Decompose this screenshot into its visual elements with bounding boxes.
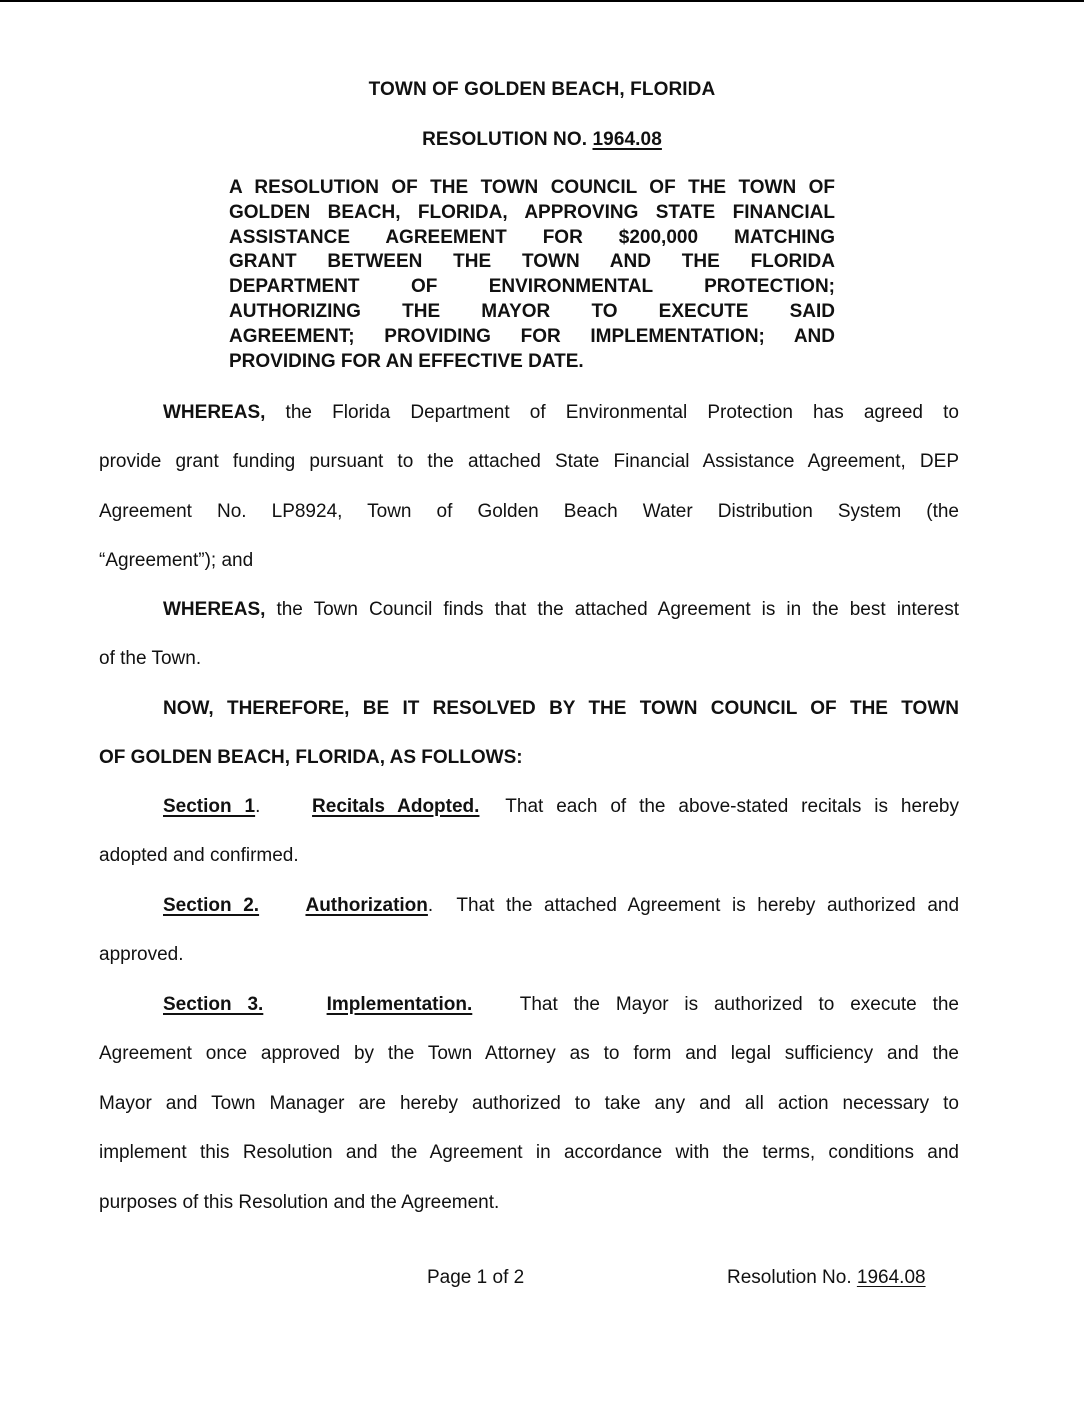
caption-line: ASSISTANCE AGREEMENT FOR $200,000 MATCHING [229,226,835,248]
section-title: Recitals Adopted. [312,796,480,817]
resolution-caption [229,176,835,374]
caption-line: GRANT BETWEEN THE TOWN AND THE FLORIDA [229,251,835,273]
caption-line: A RESOLUTION OF THE TOWN COUNCIL OF THE TOWN OF [229,177,835,198]
town-heading: TOWN OF GOLDEN BEACH, FLORIDA [368,79,716,100]
paragraph-line: provide grant funding pursuant to the attached State Financial Assistance Agreement, DEP [99,451,959,473]
paragraph-line: Section 1. Recitals Adopted. That each of the above-stated recitals is hereby [163,796,959,817]
whereas-paragraph-1 [99,388,959,586]
paragraph-line: adopted and confirmed. [99,845,299,867]
paragraph-line: Section 2. Authorization. That the attached Agreement is hereby authorized and [163,895,960,916]
paragraph-line: of the Town. [99,648,202,670]
resolution-label: RESOLUTION NO. [422,129,593,150]
caption-line: DEPARTMENT OF ENVIRONMENTAL PROTECTION; [229,276,835,298]
whereas-lead: WHEREAS, [163,402,266,423]
paragraph-line: WHEREAS, the Florida Department of Environmental Protection has agreed to [163,402,959,423]
paragraph-line: NOW, THEREFORE, BE IT RESOLVED BY THE TOWN COUNCIL OF THE TOWN [163,698,959,719]
paragraph-line: implement this Resolution and the Agreement in accordance with the terms, conditions and [99,1142,959,1164]
page-number: Page 1 of 2 [427,1267,525,1288]
paragraph-line: Agreement No. LP8924, Town of Golden Beach Water Distribution System (the [99,500,959,522]
section-number: Section 2. [163,895,260,916]
section-title: Authorization [305,895,428,916]
section-2 [99,881,959,980]
section-number: Section 1 [163,796,256,817]
caption-line: GOLDEN BEACH, FLORIDA, APPROVING STATE FINANCIAL [229,201,835,223]
paragraph-line: Mayor and Town Manager are hereby authorized to take any and all action necessary to [99,1092,959,1114]
footer-resolution-number: 1964.08 [856,1267,926,1288]
caption-line: PROVIDING FOR AN EFFECTIVE DATE. [229,350,584,372]
section-1 [99,782,959,881]
footer-resolution-label: Resolution No. [727,1267,857,1288]
paragraph-line: Section 3. Implementation. That the Mayor is authorized to execute the [163,994,959,1015]
resolution-number: 1964.08 [592,129,662,150]
footer-resolution [727,1267,926,1289]
paragraph-line: “Agreement”); and [99,550,254,572]
section-3 [99,980,959,1227]
whereas-paragraph-2 [99,585,959,684]
paragraph-line: purposes of this Resolution and the Agreement. [99,1191,500,1213]
paragraph-line: OF GOLDEN BEACH, FLORIDA, AS FOLLOWS: [99,747,523,769]
resolution-title [0,129,1084,151]
whereas-lead: WHEREAS, [163,599,266,620]
paragraph-line: WHEREAS, the Town Council finds that the attached Agreement is in the best interest [163,599,959,620]
resolved-clause [99,684,959,783]
section-title: Implementation. [326,994,473,1015]
section-number: Section 3. [163,994,264,1015]
caption-line: AGREEMENT; PROVIDING FOR IMPLEMENTATION; AND [229,325,835,347]
caption-line: AUTHORIZING THE MAYOR TO EXECUTE SAID [229,300,835,322]
paragraph-line: Agreement once approved by the Town Attorney as to form and legal sufficiency and the [99,1043,959,1065]
paragraph-line: approved. [99,944,184,966]
